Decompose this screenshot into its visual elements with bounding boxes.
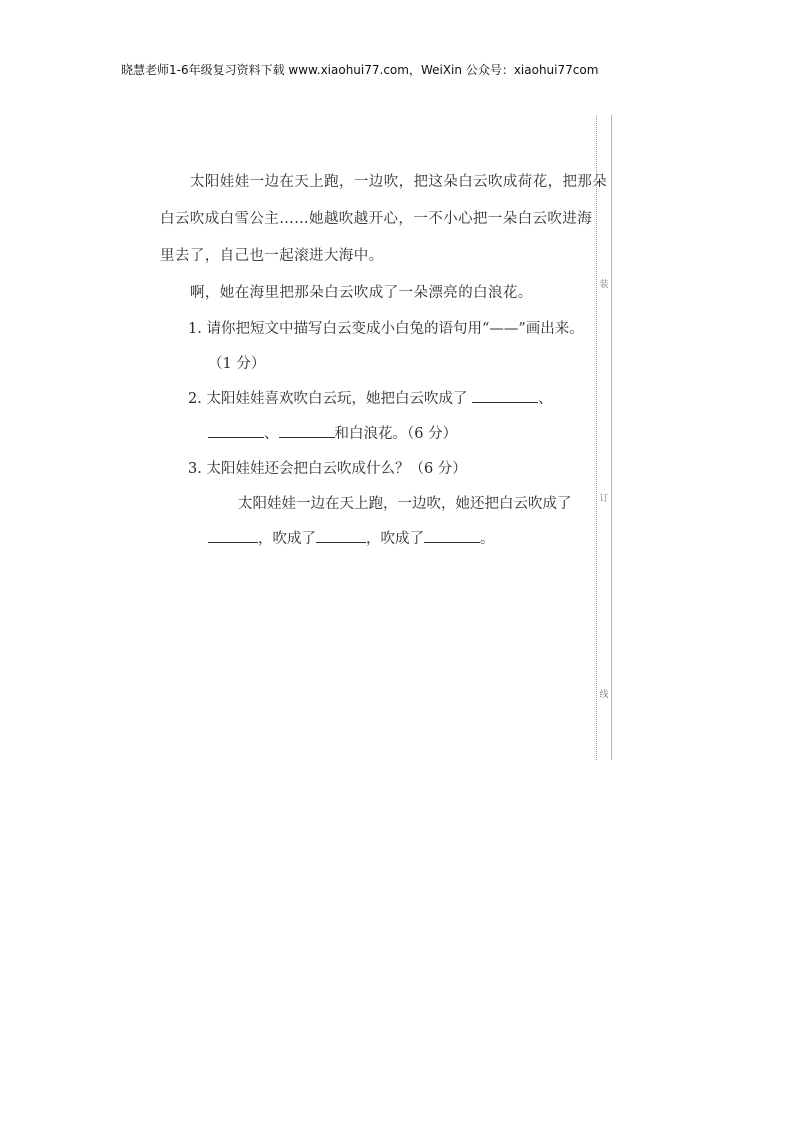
worksheet-scan: [150, 115, 613, 765]
passage-line-2: 白云吹成白雪公主……她越吹越开心，一不小心把一朵白云吹进海: [160, 211, 593, 227]
question-2-cont: [208, 422, 457, 443]
question-1: 1. 请你把短文中描写白云变成小白兔的语句用“——”画出来。: [188, 321, 584, 337]
question-2-text-end: 和白浪花。（6 分）: [334, 426, 458, 442]
separator: ，吹成了: [366, 531, 424, 547]
separator: 、: [264, 426, 279, 442]
binding-char-xian: 线: [599, 690, 609, 700]
page-header: 晓慧老师1-6年级复习资料下载 www.xiaohui77.com，WeiXin 公众号：xiaohui77com: [121, 63, 599, 77]
separator: 、: [538, 391, 553, 407]
question-1-points: （1 分）: [208, 356, 266, 372]
question-3-prompt: 太阳娃娃一边在天上跑，一边吹，她还把白云吹成了: [238, 496, 572, 512]
binding-char-zhuang: 装: [599, 280, 609, 290]
question-3: 3. 太阳娃娃还会把白云吹成什么？（6 分）: [188, 461, 467, 477]
passage-line-3: 里去了，自己也一起滚进大海中。: [160, 248, 384, 264]
separator: ，吹成了: [258, 531, 316, 547]
binding-edge-line: [611, 115, 612, 760]
answer-blank[interactable]: [279, 423, 335, 438]
period: 。: [480, 531, 495, 547]
question-3-answer-line: [208, 527, 495, 548]
answer-blank[interactable]: [208, 423, 264, 438]
answer-blank[interactable]: [424, 528, 480, 543]
answer-blank[interactable]: [208, 528, 258, 543]
passage-line-1: 太阳娃娃一边在天上跑，一边吹，把这朵白云吹成荷花，把那朵: [190, 174, 608, 190]
question-2: [188, 387, 553, 408]
passage-line-4: 啊，她在海里把那朵白云吹成了一朵漂亮的白浪花。: [190, 285, 533, 301]
answer-blank[interactable]: [316, 528, 366, 543]
binding-dotted-line: [596, 115, 597, 760]
answer-blank[interactable]: [472, 388, 538, 403]
question-2-text: 2. 太阳娃娃喜欢吹白云玩，她把白云吹成了: [188, 391, 468, 407]
binding-char-ding: 订: [599, 494, 609, 504]
